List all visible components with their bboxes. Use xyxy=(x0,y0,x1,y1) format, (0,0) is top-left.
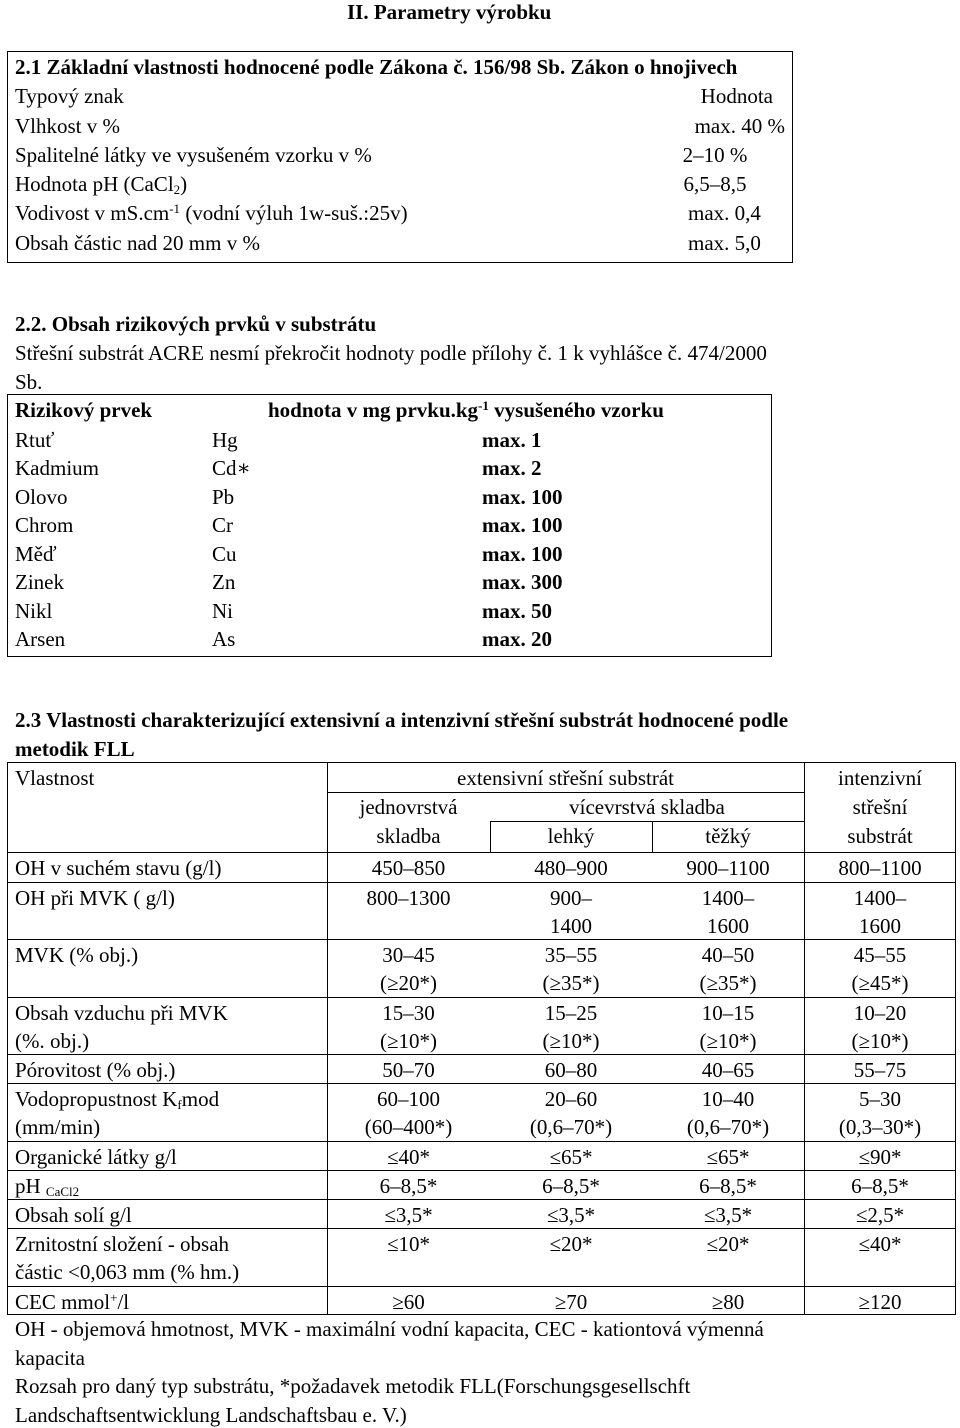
fll-cell-value: 5–30 xyxy=(859,1087,901,1111)
fll-cell-value: (0,6–70*) xyxy=(686,1115,770,1139)
fll-row-label: Organické látky g/l xyxy=(15,1145,177,1169)
col-divider xyxy=(804,762,805,1315)
risk-element-value: max. 100 xyxy=(482,542,563,566)
fll-cell-value: (≥35*) xyxy=(542,971,600,995)
basic-head-value: Hodnota xyxy=(700,84,773,108)
risk-element-name: Měď xyxy=(15,542,57,566)
fll-cell-value: (≥45*) xyxy=(851,971,909,995)
section-2-2-heading: 2.2. Obsah rizikových prvků v substrátu xyxy=(15,312,377,336)
fll-cell-value: ≤3,5* xyxy=(703,1203,753,1227)
risk-element-value: max. 1 xyxy=(482,428,542,452)
fll-cell-value: 450–850 xyxy=(371,856,446,880)
fll-cell-value: 10–15 xyxy=(701,1001,755,1025)
fll-cell-value: 55–75 xyxy=(853,1058,907,1082)
col-divider xyxy=(652,821,653,852)
basic-row-label: Spalitelné látky ve vysušeném vzorku v % xyxy=(15,143,372,167)
section-2-2-intro: Střešní substrát ACRE nesmí překročit hodnoty podle přílohy č. 1 k vyhlášce č. 474/2000 xyxy=(15,341,767,365)
footnote: kapacita xyxy=(15,1346,85,1370)
risk-element-symbol: As xyxy=(212,627,236,651)
fll-row-label: OH při MVK ( g/l) xyxy=(15,886,175,910)
footnote: Landschaftsentwicklung Landschaftsbau e. V.) xyxy=(15,1403,407,1427)
fll-row-label: (%. obj.) xyxy=(15,1029,90,1053)
fll-cell-value: 60–100 xyxy=(377,1087,440,1111)
basic-row-label: Hodnota pH (CaCl$_2$) xyxy=(15,172,188,197)
fll-cell-value: ≤40* xyxy=(386,1145,431,1169)
fll-cell-value: 800–1100 xyxy=(838,856,922,880)
risk-element-value: max. 100 xyxy=(482,513,563,537)
fll-cell-value: 50–70 xyxy=(382,1058,435,1082)
fll-cell-value: (≥10*) xyxy=(699,1029,757,1053)
risk-element-symbol: Zn xyxy=(212,570,236,594)
fll-cell-value: ≤90* xyxy=(858,1145,902,1169)
basic-row-label: Vlhkost v % xyxy=(15,114,120,138)
footnote: Rozsah pro daný typ substrátu, *požadavek metodik FLL(Forschungsgesellschft xyxy=(15,1374,691,1398)
risk-element-name: Olovo xyxy=(15,485,68,509)
fll-row-label: Pórovitost (% obj.) xyxy=(15,1058,176,1082)
fll-cell-value: 60–80 xyxy=(544,1058,598,1082)
fll-head-intensive: substrát xyxy=(847,824,913,848)
basic-row-value: 2–10 % xyxy=(682,143,748,167)
fll-cell-value: 900– xyxy=(550,886,592,910)
fll-cell-value: ≤3,5* xyxy=(546,1203,596,1227)
fll-head-composition: skladba xyxy=(376,824,441,848)
fll-cell-value: 35–55 xyxy=(544,943,598,967)
fll-cell-value: ≤2,5* xyxy=(855,1203,905,1227)
fll-cell-value: 6–8,5* xyxy=(379,1174,438,1198)
fll-cell-value: 10–40 xyxy=(701,1087,755,1111)
basic-row-label: Vodivost v $mS.cm^{-1}$ (vodní výluh 1w-suš.:25v) xyxy=(15,201,408,225)
fll-head-intensive: střešní xyxy=(852,795,908,819)
fll-head-extensive: extensivní střešní substrát xyxy=(457,766,674,790)
basic-row-value: max. 5,0 xyxy=(688,231,761,255)
fll-cell-value: 40–50 xyxy=(701,943,755,967)
fll-cell-value: (≥10*) xyxy=(851,1029,909,1053)
risk-element-name: Chrom xyxy=(15,513,74,537)
fll-head-multi-layer: vícevrstvá skladba xyxy=(569,795,725,819)
risk-element-value: max. 50 xyxy=(482,599,552,623)
fll-cell-value: 15–30 xyxy=(382,1001,435,1025)
section-2-1-heading: 2.1 Základní vlastnosti hodnocené podle Zákona č. 156/98 Sb. Zákon o hnojivech xyxy=(15,55,738,79)
fll-row-label: OH v suchém stavu (g/l) xyxy=(15,856,222,880)
risk-element-name: Zinek xyxy=(15,570,64,594)
fll-cell-value: 6–8,5* xyxy=(542,1174,600,1198)
fll-cell-value: 20–60 xyxy=(544,1087,598,1111)
risk-element-symbol: Cu xyxy=(212,542,237,566)
page-title: II. Parametry výrobku xyxy=(347,0,552,24)
fll-cell-value: ≥80 xyxy=(711,1290,745,1314)
risk-element-symbol: Ni xyxy=(212,599,233,623)
fll-head-intensive: intenzivní xyxy=(838,766,922,790)
fll-cell-value: 1400 xyxy=(550,914,592,938)
risk-element-value: max. 300 xyxy=(482,570,563,594)
section-2-3-heading: metodik FLL xyxy=(15,737,135,761)
fll-head-light: lehký xyxy=(547,824,595,848)
fll-cell-value: ≤40* xyxy=(858,1232,902,1256)
risk-col-value: hodnota v mg $prvku.kg^{-1}$ vysušeného vzorku xyxy=(268,398,664,422)
fll-cell-value: 6–8,5* xyxy=(699,1174,757,1198)
fll-cell-value: ≥120 xyxy=(858,1290,902,1314)
risk-element-value: max. 100 xyxy=(482,485,563,509)
fll-row-label: částic <0,063 mm (% hm.) xyxy=(15,1260,240,1284)
fll-row-label: (mm/min) xyxy=(15,1115,101,1139)
section-2-2-intro: Sb. xyxy=(15,370,43,394)
col-divider xyxy=(490,821,491,852)
fll-cell-value: 40–65 xyxy=(701,1058,755,1082)
basic-row-value: 6,5–8,5 xyxy=(683,172,747,196)
fll-cell-value: 1400– xyxy=(701,886,755,910)
fll-table-frame xyxy=(7,762,956,1315)
fll-cell-value: ≤20* xyxy=(549,1232,593,1256)
fll-cell-value: (≥20*) xyxy=(379,971,437,995)
fll-cell-value: 800–1300 xyxy=(366,886,451,910)
footnote: OH - objemová hmotnost, MVK - maximální vodní kapacita, CEC - kationtová výmenná xyxy=(15,1317,764,1341)
fll-head-single-layer: jednovrstvá xyxy=(359,795,458,819)
risk-element-value: max. 20 xyxy=(482,627,552,651)
fll-cell-value: (≥10*) xyxy=(379,1029,437,1053)
fll-row-label: Obsah vzduchu při MVK xyxy=(15,1001,228,1025)
fll-cell-value: 1600 xyxy=(707,914,749,938)
fll-cell-value: ≤10* xyxy=(386,1232,431,1256)
fll-cell-value: 45–55 xyxy=(853,943,907,967)
risk-col-element: Rizikový prvek xyxy=(15,398,153,422)
fll-row-label: pH $_{CaCl2}$ xyxy=(15,1174,80,1199)
risk-element-symbol: Cd∗ xyxy=(212,456,251,480)
fll-cell-value: (60–400*) xyxy=(364,1115,453,1139)
fll-cell-value: (0,6–70*) xyxy=(529,1115,613,1139)
section-2-3-heading: 2.3 Vlastnosti charakterizující extensivní a intenzivní střešní substrát hodnocené podle xyxy=(15,708,789,732)
fll-cell-value: ≥60 xyxy=(392,1290,425,1314)
risk-element-name: Kadmium xyxy=(15,456,99,480)
risk-element-symbol: Hg xyxy=(212,428,238,452)
fll-row-label: Obsah solí g/l xyxy=(15,1203,132,1227)
fll-cell-value: 30–45 xyxy=(382,943,435,967)
risk-element-name: Nikl xyxy=(15,599,53,623)
fll-cell-value: (0,3–30*) xyxy=(838,1115,922,1139)
fll-cell-value: 1400– xyxy=(853,886,907,910)
risk-element-value: max. 2 xyxy=(482,456,542,480)
risk-elements-table xyxy=(7,394,772,657)
fll-head-property: Vlastnost xyxy=(15,766,95,790)
fll-cell-value: (≥10*) xyxy=(542,1029,600,1053)
risk-element-symbol: Cr xyxy=(212,513,233,537)
fll-cell-value: 10–20 xyxy=(853,1001,907,1025)
fll-cell-value: ≤20* xyxy=(706,1232,750,1256)
risk-element-symbol: Pb xyxy=(212,485,235,509)
fll-cell-value: ≤65* xyxy=(706,1145,750,1169)
fll-cell-value: (≥35*) xyxy=(699,971,757,995)
fll-head-heavy: těžký xyxy=(705,824,751,848)
fll-cell-value: 900–1100 xyxy=(686,856,770,880)
basic-row-value: max. 40 % xyxy=(694,114,785,138)
basic-row-value: max. 0,4 xyxy=(688,201,761,225)
fll-row-label: CEC mmol+/l xyxy=(15,1290,130,1314)
fll-cell-value: ≤3,5* xyxy=(384,1203,433,1227)
risk-element-name: Arsen xyxy=(15,627,66,651)
col-divider xyxy=(327,762,328,1315)
basic-head-label: Typový znak xyxy=(15,84,124,108)
fll-cell-value: 15–25 xyxy=(544,1001,598,1025)
fll-cell-value: 1600 xyxy=(859,914,901,938)
risk-element-name: Rtuť xyxy=(15,428,55,452)
fll-row-label: MVK (% obj.) xyxy=(15,943,139,967)
fll-row-label: Zrnitostní složení - obsah xyxy=(15,1232,230,1256)
fll-cell-value: ≤65* xyxy=(549,1145,593,1169)
fll-cell-value: 480–900 xyxy=(534,856,608,880)
fll-cell-value: ≥70 xyxy=(554,1290,588,1314)
fll-cell-value: 6–8,5* xyxy=(851,1174,909,1198)
basic-row-label: Obsah částic nad 20 mm v % xyxy=(15,231,260,255)
fll-row-label: Vodopropustnost $K_fmod$ xyxy=(15,1087,220,1112)
